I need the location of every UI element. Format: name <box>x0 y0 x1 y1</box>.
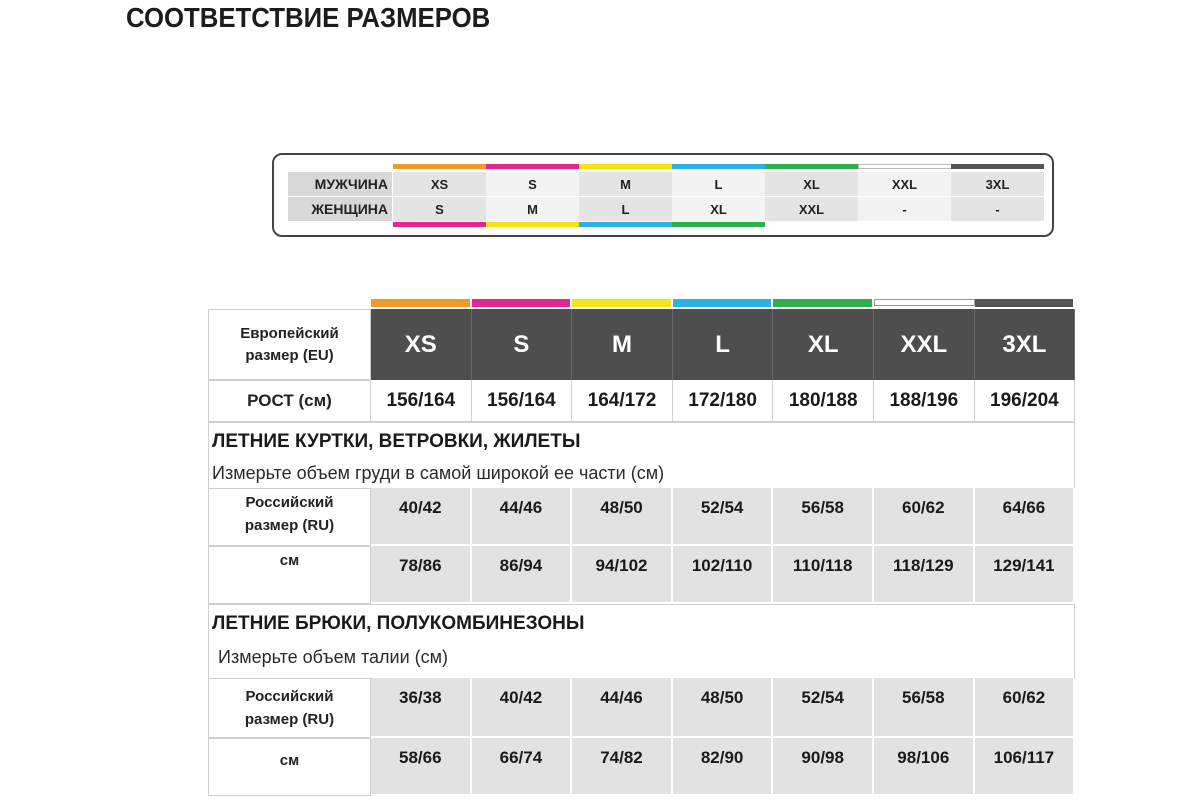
women-size-cell: - <box>858 197 951 221</box>
eu-size-label <box>208 309 371 380</box>
size-color-bar <box>773 299 872 307</box>
size-color-bar <box>673 299 772 307</box>
jackets-section-note: Измерьте объем груди в самой широкой ее части (см) <box>212 463 665 483</box>
pants-cm-cell: 106/117 <box>975 738 1076 796</box>
height-cell: 180/188 <box>773 380 874 422</box>
eu-size-header: XL <box>773 309 874 380</box>
pants-ru-cell: 36/38 <box>371 678 472 738</box>
eu-size-header: XS <box>371 309 472 380</box>
women-size-color-bar <box>486 222 579 227</box>
pants-cm-cell: 58/66 <box>371 738 472 796</box>
pants-cm-cell: 98/106 <box>874 738 975 796</box>
jackets-cm-cell: 78/86 <box>371 546 472 604</box>
women-size-cell: XXL <box>765 197 858 221</box>
eu-size-header: L <box>673 309 774 380</box>
jackets-cm-label <box>208 546 371 604</box>
women-size-color-bar <box>672 222 765 227</box>
jackets-cm-label-text: см <box>279 552 300 569</box>
jackets-ru-label-line2: размер (RU) <box>244 517 335 534</box>
men-label: МУЖЧИНА <box>288 172 392 196</box>
jackets-ru-cell: 52/54 <box>673 488 774 546</box>
men-size-cell: S <box>486 172 579 196</box>
height-cell: 156/164 <box>371 380 472 422</box>
women-size-color-bar <box>393 222 486 227</box>
men-size-cell: L <box>672 172 765 196</box>
jackets-cm-cell: 102/110 <box>673 546 774 604</box>
jackets-cm-cell: 118/129 <box>874 546 975 604</box>
pants-cm-label <box>208 738 371 796</box>
eu-size-label-line2: размер (EU) <box>245 346 334 364</box>
jackets-cm-cell: 86/94 <box>472 546 573 604</box>
pants-ru-cell: 56/58 <box>874 678 975 738</box>
jackets-ru-cell: 60/62 <box>874 488 975 546</box>
men-size-cell: XXL <box>858 172 951 196</box>
pants-cm-cell: 90/98 <box>773 738 874 796</box>
pants-ru-cell: 60/62 <box>975 678 1076 738</box>
height-cell: 164/172 <box>572 380 673 422</box>
eu-size-label-line1: Европейский <box>240 324 339 342</box>
men-size-cell: M <box>579 172 672 196</box>
pants-ru-cell: 52/54 <box>773 678 874 738</box>
women-size-cell: XL <box>672 197 765 221</box>
pants-section-title: ЛЕТНИЕ БРЮКИ, ПОЛУКОМБИНЕЗОНЫ <box>212 613 585 634</box>
jackets-ru-label <box>208 488 371 546</box>
size-color-bar <box>975 299 1074 307</box>
pants-ru-label-line2: размер (RU) <box>244 711 335 728</box>
women-size-color-bar <box>579 222 672 227</box>
jackets-cm-cell: 94/102 <box>572 546 673 604</box>
jackets-cm-cell: 129/141 <box>975 546 1076 604</box>
jackets-ru-cell: 48/50 <box>572 488 673 546</box>
men-size-color-bar <box>486 164 579 169</box>
height-cell: 156/164 <box>472 380 573 422</box>
pants-cm-cell: 66/74 <box>472 738 573 796</box>
pants-cm-label-text: см <box>279 752 300 769</box>
jackets-ru-label-line1: Российский <box>245 494 334 511</box>
pants-ru-cell: 40/42 <box>472 678 573 738</box>
jackets-ru-cell: 44/46 <box>472 488 573 546</box>
jackets-ru-cell: 40/42 <box>371 488 472 546</box>
eu-size-header: 3XL <box>975 309 1076 380</box>
women-label: ЖЕНЩИНА <box>288 197 392 221</box>
men-size-color-bar <box>765 164 858 169</box>
size-color-bar <box>572 299 671 307</box>
pants-cm-cell: 74/82 <box>572 738 673 796</box>
eu-size-header: XXL <box>874 309 975 380</box>
jackets-cm-cell: 110/118 <box>773 546 874 604</box>
pants-section-note: Измерьте объем талии (см) <box>218 647 449 667</box>
pants-ru-cell: 48/50 <box>673 678 774 738</box>
women-size-cell: - <box>951 197 1044 221</box>
size-color-bar <box>874 299 975 306</box>
men-size-cell: XL <box>765 172 858 196</box>
height-cell: 188/196 <box>874 380 975 422</box>
men-size-color-bar <box>672 164 765 169</box>
size-color-bar <box>472 299 571 307</box>
women-size-cell: S <box>393 197 486 221</box>
pants-cm-cell: 82/90 <box>673 738 774 796</box>
height-cell: 196/204 <box>975 380 1076 422</box>
jackets-section-title: ЛЕТНИЕ КУРТКИ, ВЕТРОВКИ, ЖИЛЕТЫ <box>212 431 581 452</box>
size-color-bar <box>371 299 470 307</box>
men-size-color-bar <box>393 164 486 169</box>
men-size-cell: 3XL <box>951 172 1044 196</box>
women-size-cell: L <box>579 197 672 221</box>
pants-ru-cell: 44/46 <box>572 678 673 738</box>
men-size-color-bar <box>951 164 1044 169</box>
eu-size-header: S <box>472 309 573 380</box>
men-size-color-bar <box>579 164 672 169</box>
jackets-ru-cell: 56/58 <box>773 488 874 546</box>
eu-size-header: M <box>572 309 673 380</box>
pants-ru-label <box>208 678 371 738</box>
pants-ru-label-line1: Российский <box>245 688 334 705</box>
page-title: СООТВЕТСТВИЕ РАЗМЕРОВ <box>126 2 491 33</box>
men-size-cell: XS <box>393 172 486 196</box>
jackets-ru-cell: 64/66 <box>975 488 1076 546</box>
women-size-cell: M <box>486 197 579 221</box>
height-cell: 172/180 <box>673 380 774 422</box>
men-size-color-bar <box>858 164 953 169</box>
height-label: РОСТ (см) <box>208 380 371 422</box>
